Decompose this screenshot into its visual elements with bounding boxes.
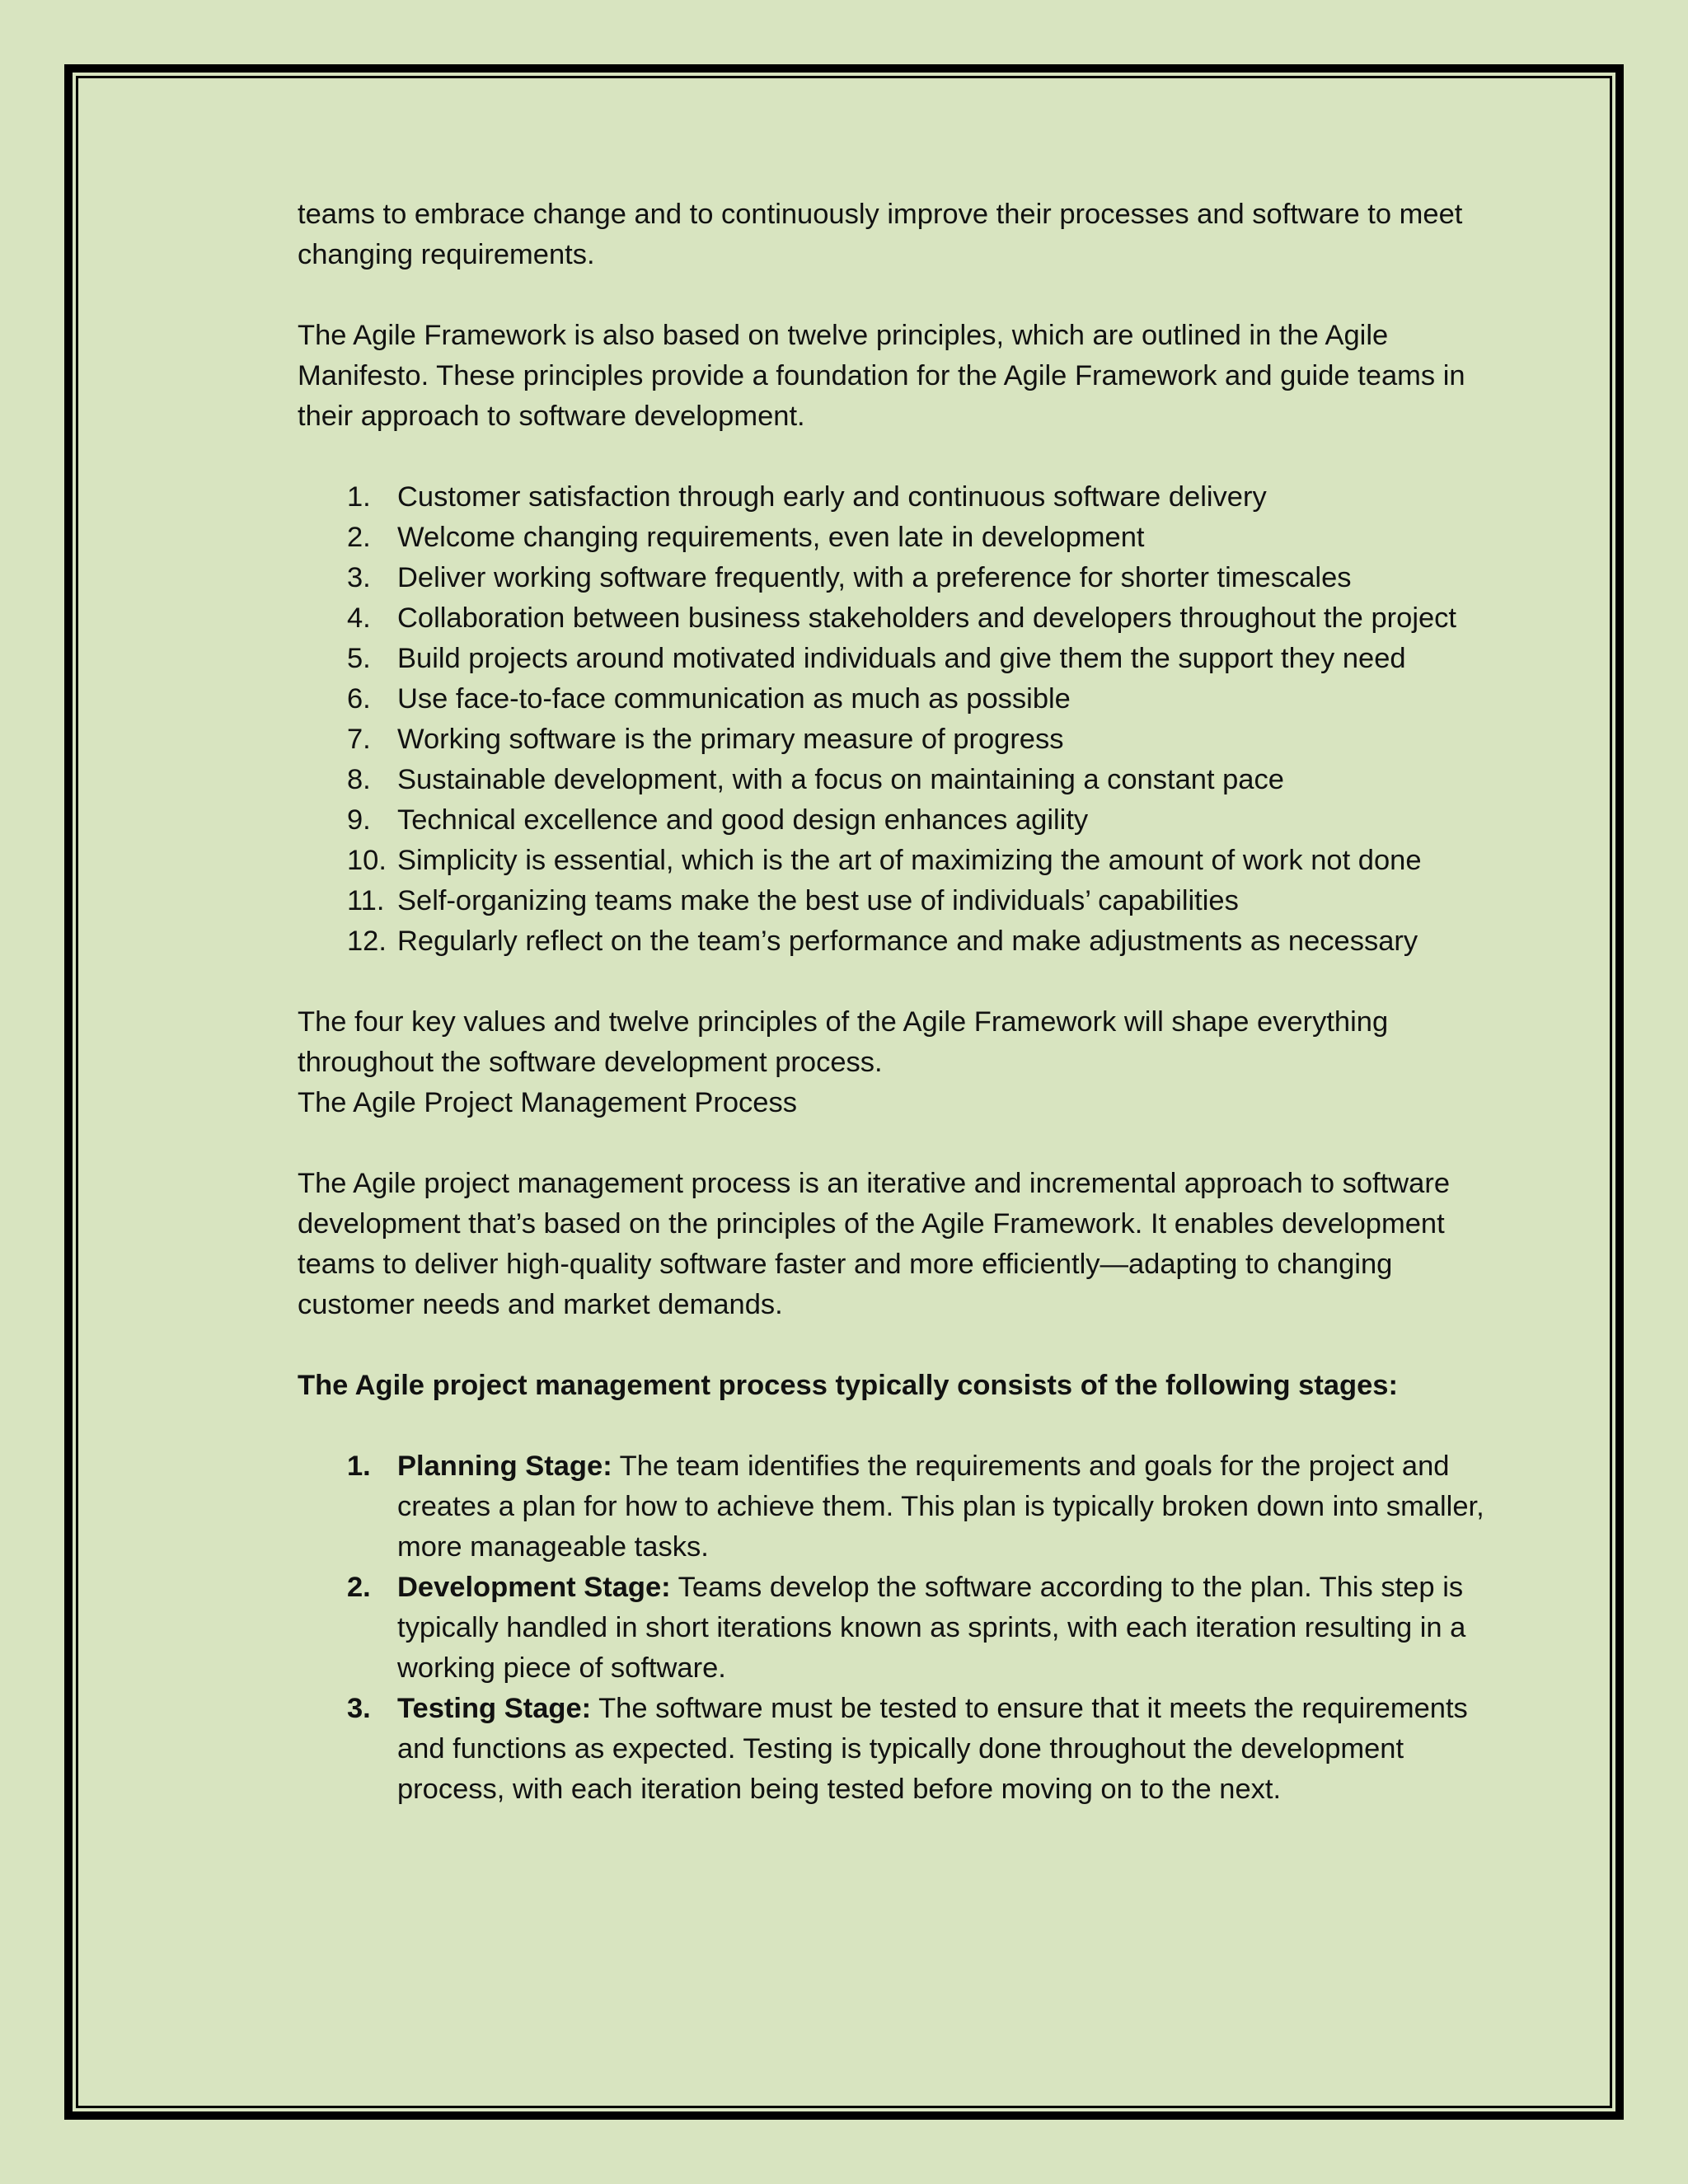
spacer <box>298 275 1501 316</box>
list-number: 1. <box>347 481 371 513</box>
principle-item <box>298 558 1501 598</box>
principle-item <box>298 881 1501 921</box>
list-number: 3. <box>347 562 371 593</box>
values-summary-paragraph: The four key values and twelve principles of the Agile Framework will shape everything throughout the software development process. <box>298 1006 1389 1078</box>
principle-item <box>298 760 1501 800</box>
principle-item <box>298 921 1501 962</box>
stage-title: Planning Stage: <box>397 1451 612 1482</box>
principle-text: Technical excellence and good design enhances agility <box>397 804 1089 836</box>
list-number: 4. <box>347 602 371 634</box>
list-number: 1. <box>347 1451 371 1482</box>
stage-text: The software must be tested to ensure that it meets the requirements and functions as expected. Testing is typically done throughout the development process, with each iteration being tested before moving on to the next. <box>397 1693 1468 1805</box>
list-number: 12. <box>347 926 387 957</box>
principle-item <box>298 518 1501 558</box>
principle-text: Sustainable development, with a focus on maintaining a constant pace <box>397 764 1284 795</box>
spacer <box>298 1406 1501 1446</box>
stage-item <box>298 1446 1501 1568</box>
stages-intro-heading: The Agile project management process typically consists of the following stages: <box>298 1370 1398 1401</box>
process-description-paragraph: The Agile project management process is an iterative and incremental approach to software development that’s based on the principles of the Agile Framework. It enables development teams to deliver high-quality software faster and more efficiently—adapting to changing customer needs and market demands. <box>298 1168 1451 1320</box>
principles-intro-paragraph: The Agile Framework is also based on twelve principles, which are outlined in the Agile Manifesto. These principles provide a foundation for the Agile Framework and guide teams in their approach to software development. <box>298 320 1465 432</box>
stage-item <box>298 1568 1501 1689</box>
principle-text: Collaboration between business stakeholders and developers throughout the project <box>397 602 1457 634</box>
principle-item <box>298 841 1501 881</box>
principle-item <box>298 598 1501 639</box>
list-number: 7. <box>347 724 371 755</box>
principle-text: Regularly reflect on the team’s performance and make adjustments as necessary <box>397 926 1418 957</box>
principles-list <box>298 477 1501 962</box>
stage-item <box>298 1689 1501 1810</box>
spacer <box>298 1325 1501 1366</box>
principle-item <box>298 679 1501 719</box>
principle-text: Self-organizing teams make the best use of individuals’ capabilities <box>397 885 1239 916</box>
principle-item <box>298 800 1501 841</box>
principle-item <box>298 477 1501 518</box>
list-number: 2. <box>347 1572 371 1603</box>
list-number: 11. <box>347 885 385 916</box>
spacer <box>298 1123 1501 1164</box>
principle-text: Customer satisfaction through early and continuous software delivery <box>397 481 1267 513</box>
intro-continuation-paragraph: teams to embrace change and to continuously improve their processes and software to meet changing requirements. <box>298 199 1463 270</box>
stage-text: The team identifies the requirements and goals for the project and creates a plan for how to achieve them. This plan is typically broken down into smaller, more manageable tasks. <box>397 1451 1484 1563</box>
stage-title: Development Stage: <box>397 1572 671 1603</box>
list-number: 9. <box>347 804 371 836</box>
list-number: 10. <box>347 845 387 876</box>
stage-title: Testing Stage: <box>397 1693 592 1724</box>
list-number: 6. <box>347 683 371 715</box>
document-body <box>298 194 1501 1810</box>
principle-text: Welcome changing requirements, even late in development <box>397 522 1145 553</box>
principle-item <box>298 719 1501 760</box>
spacer <box>298 962 1501 1002</box>
principle-text: Working software is the primary measure of progress <box>397 724 1064 755</box>
principle-text: Simplicity is essential, which is the art of maximizing the amount of work not done <box>397 845 1422 876</box>
stages-list <box>298 1446 1501 1810</box>
principle-text: Build projects around motivated individuals and give them the support they need <box>397 643 1406 674</box>
section-heading: The Agile Project Management Process <box>298 1087 797 1118</box>
principle-text: Deliver working software frequently, with a preference for shorter timescales <box>397 562 1352 593</box>
list-number: 2. <box>347 522 371 553</box>
principle-text: Use face-to-face communication as much as possible <box>397 683 1071 715</box>
spacer <box>298 437 1501 477</box>
stage-text: Teams develop the software according to the plan. This step is typically handled in short iterations known as sprints, with each iteration resulting in a working piece of software. <box>397 1572 1466 1684</box>
list-number: 5. <box>347 643 371 674</box>
list-number: 3. <box>347 1693 371 1724</box>
principle-item <box>298 639 1501 679</box>
list-number: 8. <box>347 764 371 795</box>
